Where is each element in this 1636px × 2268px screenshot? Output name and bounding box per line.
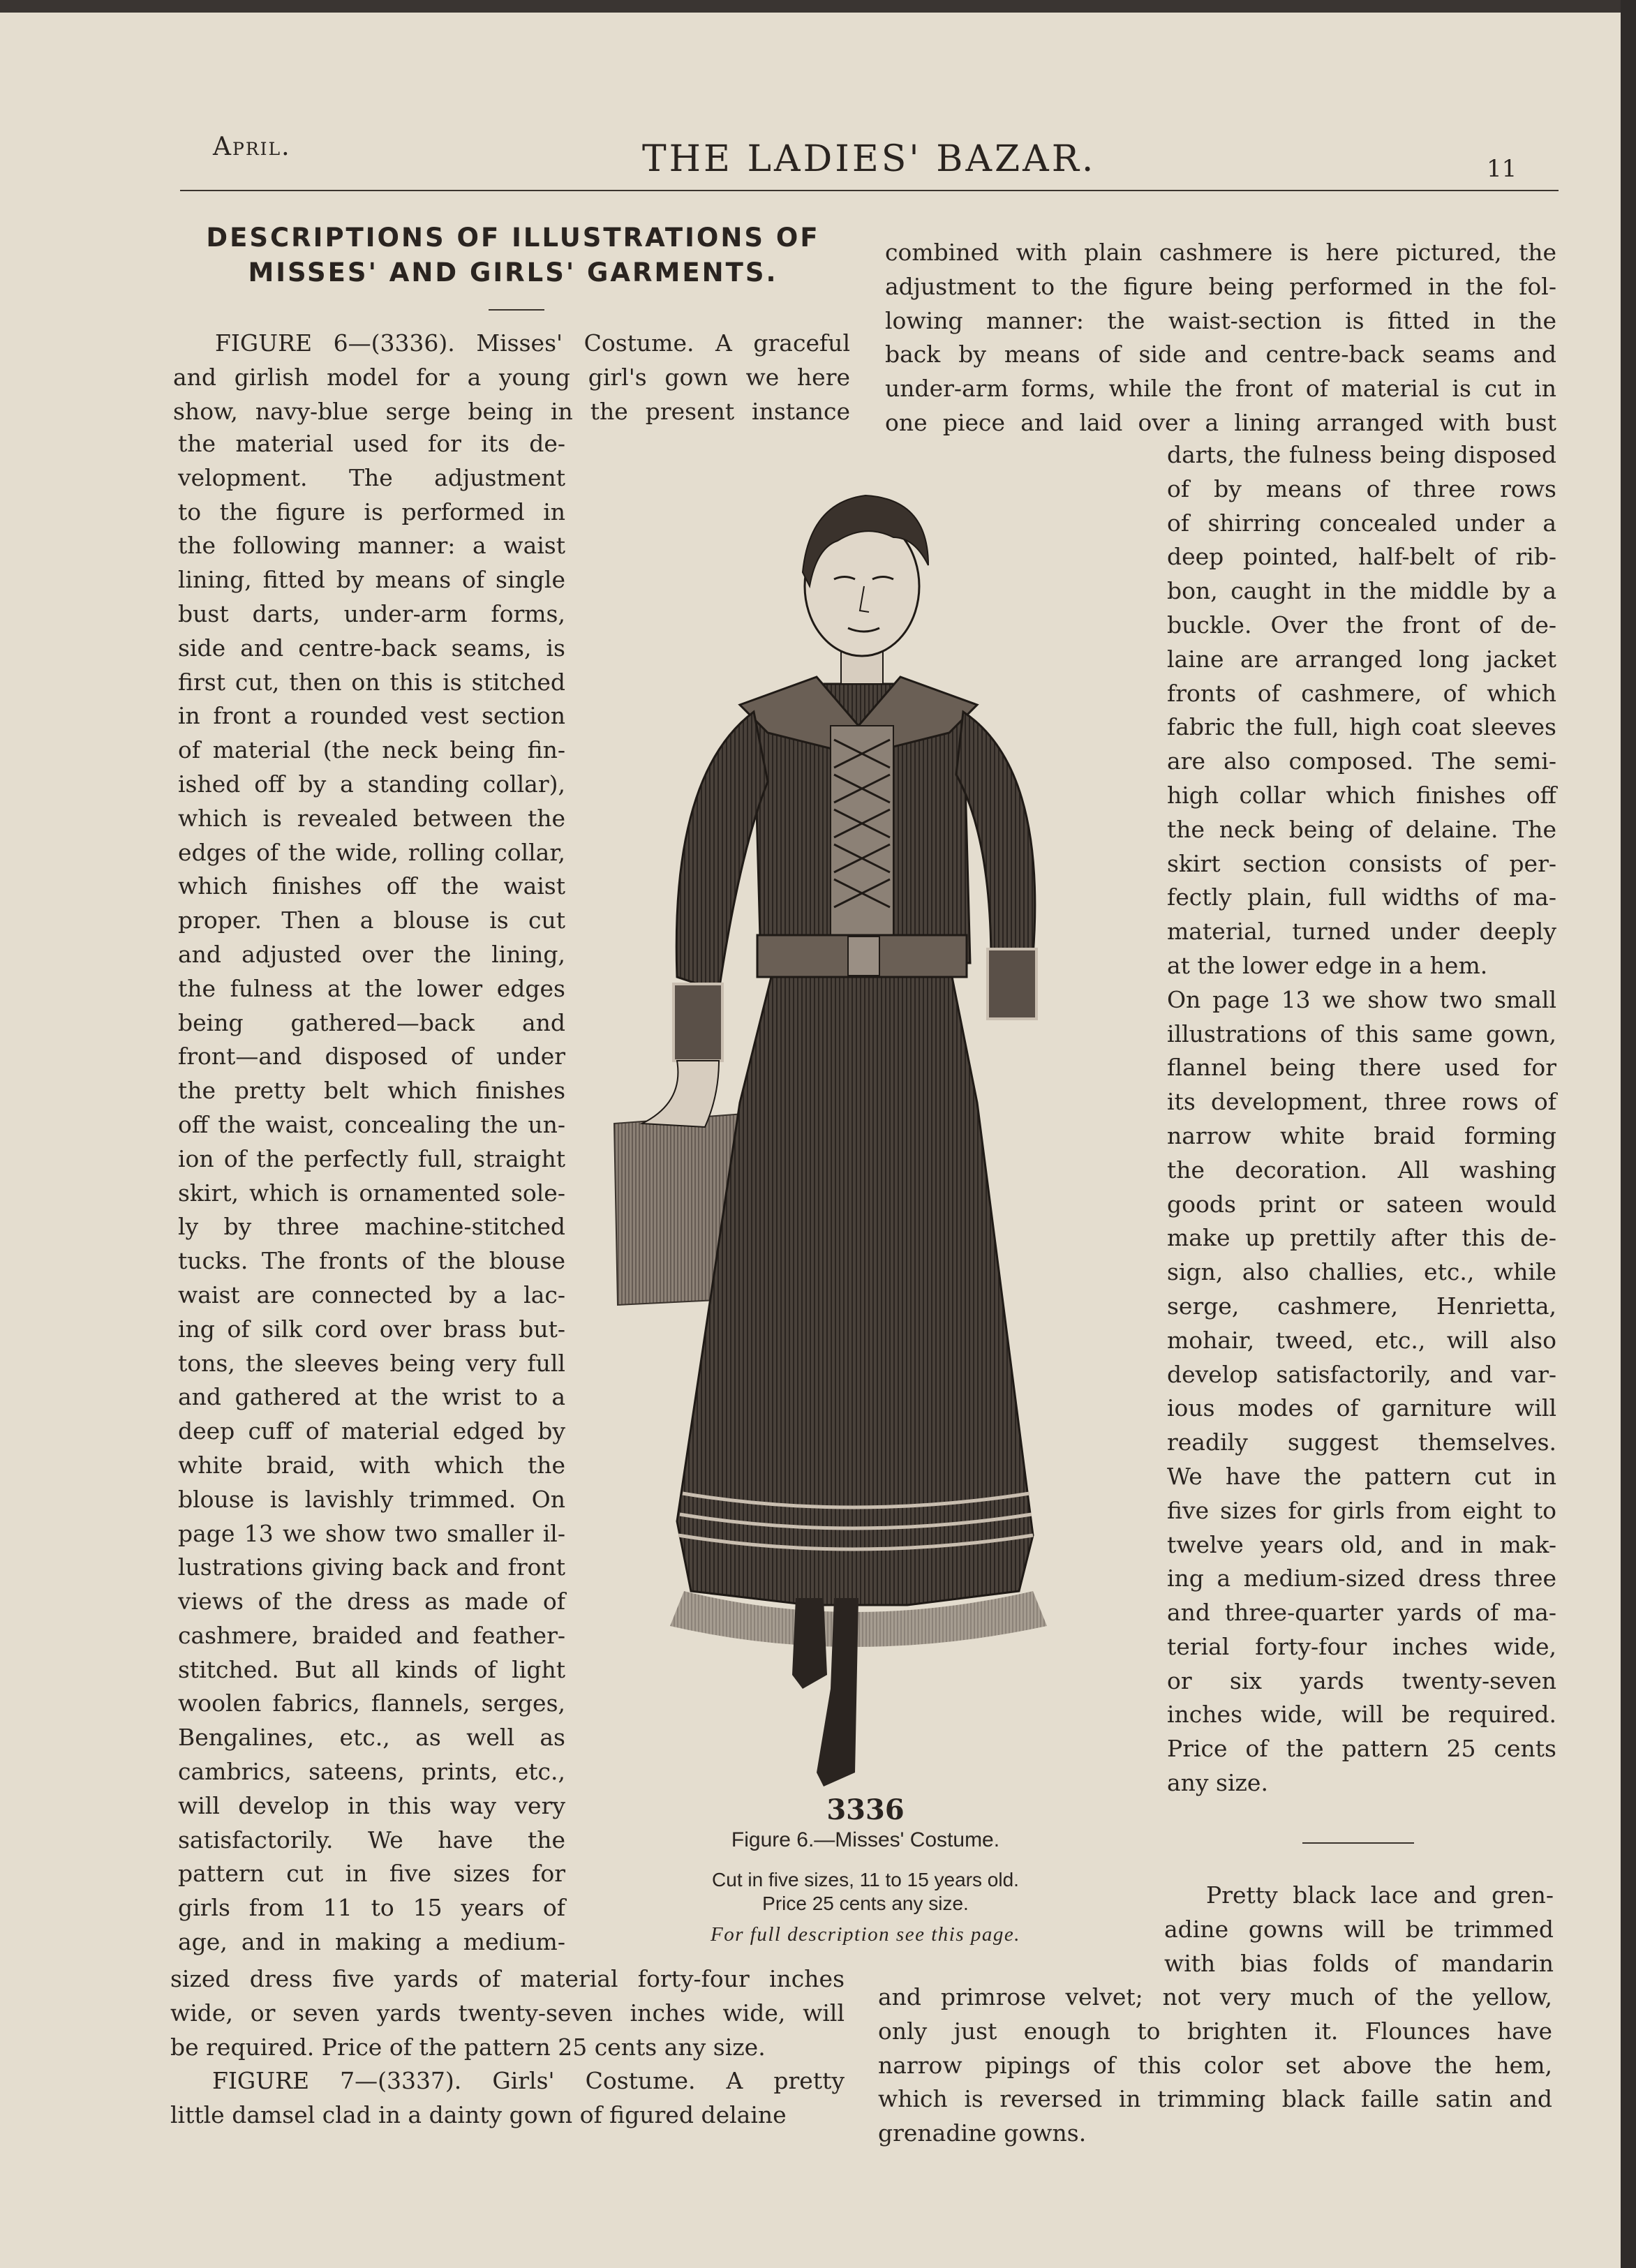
text-line: be required. Price of the pattern 25 cents any size. <box>170 2033 766 2061</box>
text-line: edges of the wide, rolling collar, <box>178 838 565 866</box>
section-heading-line1: DESCRIPTIONS OF ILLUSTRATIONS OF <box>206 223 820 253</box>
text-line: which finishes off the waist <box>178 872 565 900</box>
text-line: velopment. The adjustment <box>178 463 565 491</box>
text-line: deep pointed, half-belt of rib- <box>1167 543 1556 571</box>
text-line: adjustment to the figure being performed in the fol- <box>885 272 1556 300</box>
header-page-number: 11 <box>1487 155 1517 183</box>
text-line: ished off by a standing collar), <box>178 770 565 798</box>
figure-number: 3336 <box>826 1793 905 1826</box>
text-line: narrow pipings of this color set above the hem, <box>878 2051 1552 2079</box>
text-line: little damsel clad in a dainty gown of figured delaine <box>170 2101 787 2129</box>
text-line: tons, the sleeves being very full <box>178 1349 565 1377</box>
text-line: grenadine gowns. <box>878 2119 1087 2147</box>
text-line: Pretty black lace and gren- <box>1206 1881 1554 1909</box>
text-line: and girlish model for a young girl's gown we here <box>173 363 850 391</box>
text-line: at the lower edge in a hem. <box>1167 951 1488 979</box>
text-line: in front a rounded vest section <box>178 702 565 730</box>
text-line: waist are connected by a lac- <box>178 1281 565 1308</box>
text-line: which is reversed in trimming black faille satin and <box>878 2085 1552 2113</box>
text-line: Bengalines, etc., as well as <box>178 1724 565 1752</box>
text-line: fectly plain, full widths of ma- <box>1167 883 1556 911</box>
text-line: are also composed. The semi- <box>1167 747 1556 775</box>
text-line: On page 13 we show two small <box>1167 985 1556 1013</box>
text-line: make up prettily after this de- <box>1167 1224 1556 1252</box>
text-line: which is revealed between the <box>178 804 565 832</box>
text-line: views of the dress as made of <box>178 1588 565 1616</box>
text-line: to the figure is performed in <box>178 498 565 525</box>
text-line: page 13 we show two smaller il- <box>178 1519 565 1547</box>
text-line: the neck being of delaine. The <box>1167 815 1556 843</box>
text-line: ious modes of garniture will <box>1167 1394 1556 1422</box>
text-line: first cut, then on this is stitched <box>178 668 565 696</box>
figure-note: For full description see this page. <box>711 1923 1020 1946</box>
text-line: deep cuff of material edged by <box>178 1417 565 1445</box>
scan-top-edge <box>0 0 1636 13</box>
text-line: only just enough to brighten it. Flounces have <box>878 2017 1552 2045</box>
text-line: twelve years old, and in mak- <box>1167 1530 1556 1558</box>
text-line: woolen fabrics, flannels, serges, <box>178 1689 565 1717</box>
text-line: off the waist, concealing the un- <box>178 1110 565 1138</box>
text-line: with bias folds of mandarin <box>1164 1949 1554 1977</box>
text-line: ing of silk cord over brass but- <box>178 1315 565 1343</box>
text-line: back by means of side and centre-back seams and <box>885 341 1556 368</box>
text-line: wide, or seven yards twenty-seven inches wide, will <box>170 1999 845 2027</box>
text-line: being gathered—back and <box>178 1008 565 1036</box>
text-line: high collar which finishes off <box>1167 781 1556 809</box>
text-line: and adjusted over the lining, <box>178 940 565 968</box>
text-line: bust darts, under-arm forms, <box>178 599 565 627</box>
text-line: cashmere, braided and feather- <box>178 1621 565 1649</box>
column2-top <box>885 236 1556 440</box>
figure-sizes: Cut in five sizes, 11 to 15 years old. <box>712 1869 1019 1890</box>
paragraph-separator <box>1302 1842 1414 1844</box>
column1-narrow <box>178 427 565 1960</box>
text-line: illustrations of this same gown, <box>1167 1020 1556 1047</box>
text-line: the pretty belt which finishes <box>178 1077 565 1105</box>
column2-paragraph2 <box>1164 1879 1554 1980</box>
text-line: adine gowns will be trimmed <box>1164 1915 1554 1943</box>
text-line: fronts of cashmere, of which <box>1167 679 1556 707</box>
text-line: under-arm forms, while the front of material is cut in <box>885 375 1556 403</box>
text-line: ing a medium-sized dress three <box>1167 1565 1556 1592</box>
text-line: or six yards twenty-seven <box>1167 1666 1556 1694</box>
text-line: and primrose velvet; not very much of the yellow, <box>878 1983 1552 2010</box>
text-line: of by means of three rows <box>1167 475 1556 502</box>
section-heading <box>168 221 858 290</box>
text-line: cambrics, sateens, prints, etc., <box>178 1758 565 1786</box>
text-line: the fulness at the lower edges <box>178 974 565 1002</box>
text-line: girls from 11 to 15 years of <box>178 1894 565 1922</box>
text-line: five sizes for girls from eight to <box>1167 1496 1556 1524</box>
heading-rule <box>489 309 544 311</box>
figure-caption: Figure 6.—Misses' Costume. <box>731 1828 1000 1851</box>
text-line: age, and in making a medium- <box>178 1928 565 1956</box>
header-title: THE LADIES' BAZAR. <box>642 138 1096 180</box>
column2-narrow <box>1167 438 1556 1800</box>
text-line: fabric the full, high coat sleeves <box>1167 713 1556 741</box>
text-line: satisfactorily. We have the <box>178 1826 565 1853</box>
text-line: readily suggest themselves. <box>1167 1428 1556 1456</box>
column1-bottom <box>170 1962 845 2133</box>
text-line: proper. Then a blouse is cut <box>178 907 565 934</box>
text-line: of shirring concealed under a <box>1167 509 1556 537</box>
text-line: flannel being there used for <box>1167 1054 1556 1082</box>
text-line: sized dress five yards of material forty-four inches <box>170 1965 845 1992</box>
text-line: combined with plain cashmere is here pictured, the <box>885 239 1556 266</box>
text-line: stitched. But all kinds of light <box>178 1655 565 1683</box>
text-line: lustrations giving back and front <box>178 1553 565 1581</box>
text-line: buckle. Over the front of de- <box>1167 611 1556 639</box>
text-line: any size. <box>1167 1769 1268 1797</box>
column1-top <box>173 327 850 428</box>
text-line: narrow white braid forming <box>1167 1121 1556 1149</box>
text-line: and three-quarter yards of ma- <box>1167 1599 1556 1627</box>
figure-price: Price 25 cents any size. <box>762 1893 969 1914</box>
text-line: We have the pattern cut in <box>1167 1462 1556 1490</box>
text-line: show, navy-blue serge being in the present instance <box>173 397 850 425</box>
text-line: blouse is lavishly trimmed. On <box>178 1485 565 1513</box>
text-line: inches wide, will be required. <box>1167 1701 1556 1729</box>
text-line: skirt, which is ornamented sole- <box>178 1179 565 1207</box>
text-line: white braid, with which the <box>178 1451 565 1479</box>
text-line: pattern cut in five sizes for <box>178 1860 565 1888</box>
text-line: tucks. The fronts of the blouse <box>178 1247 565 1275</box>
scan-right-edge <box>1621 0 1636 2268</box>
text-line: FIGURE 6—(3336). Misses' Costume. A graceful <box>215 329 850 357</box>
section-heading-line2: MISSES' AND GIRLS' GARMENTS. <box>248 258 778 288</box>
text-line: one piece and laid over a lining arranged with bust <box>885 408 1556 436</box>
text-line: FIGURE 7—(3337). Girls' Costume. A pretty <box>212 2067 845 2095</box>
text-line: develop satisfactorily, and var- <box>1167 1360 1556 1388</box>
text-line: front—and disposed of under <box>178 1043 565 1070</box>
text-line: of material (the neck being fin- <box>178 736 565 764</box>
text-line: lining, fitted by means of single <box>178 566 565 594</box>
text-line: terial forty-four inches wide, <box>1167 1632 1556 1660</box>
text-line: the decoration. All washing <box>1167 1156 1556 1184</box>
text-line: lowing manner: the waist-section is fitted in the <box>885 306 1556 334</box>
text-line: ly by three machine-stitched <box>178 1213 565 1241</box>
text-line: mohair, tweed, etc., will also <box>1167 1326 1556 1354</box>
text-line: serge, cashmere, Henrietta, <box>1167 1292 1556 1320</box>
text-line: side and centre-back seams, is <box>178 634 565 662</box>
text-line: will develop in this way very <box>178 1791 565 1819</box>
costume-illustration <box>600 475 1145 1800</box>
text-line: skirt section consists of per- <box>1167 849 1556 877</box>
text-line: the material used for its de- <box>178 430 565 457</box>
text-line: laine are arranged long jacket <box>1167 645 1556 673</box>
header-rule <box>180 190 1559 191</box>
text-line: material, turned under deeply <box>1167 918 1556 946</box>
header-month: April. <box>213 133 291 161</box>
text-line: Price of the pattern 25 cents <box>1167 1735 1556 1763</box>
text-line: bon, caught in the middle by a <box>1167 577 1556 605</box>
text-line: goods print or sateen would <box>1167 1190 1556 1218</box>
text-line: the following manner: a waist <box>178 532 565 560</box>
text-line: its development, three rows of <box>1167 1088 1556 1116</box>
text-line: sign, also challies, etc., while <box>1167 1258 1556 1286</box>
text-line: and gathered at the wrist to a <box>178 1383 565 1411</box>
text-line: ion of the perfectly full, straight <box>178 1144 565 1172</box>
column2-bottom <box>878 1980 1552 2151</box>
text-line: darts, the fulness being disposed <box>1167 441 1556 468</box>
